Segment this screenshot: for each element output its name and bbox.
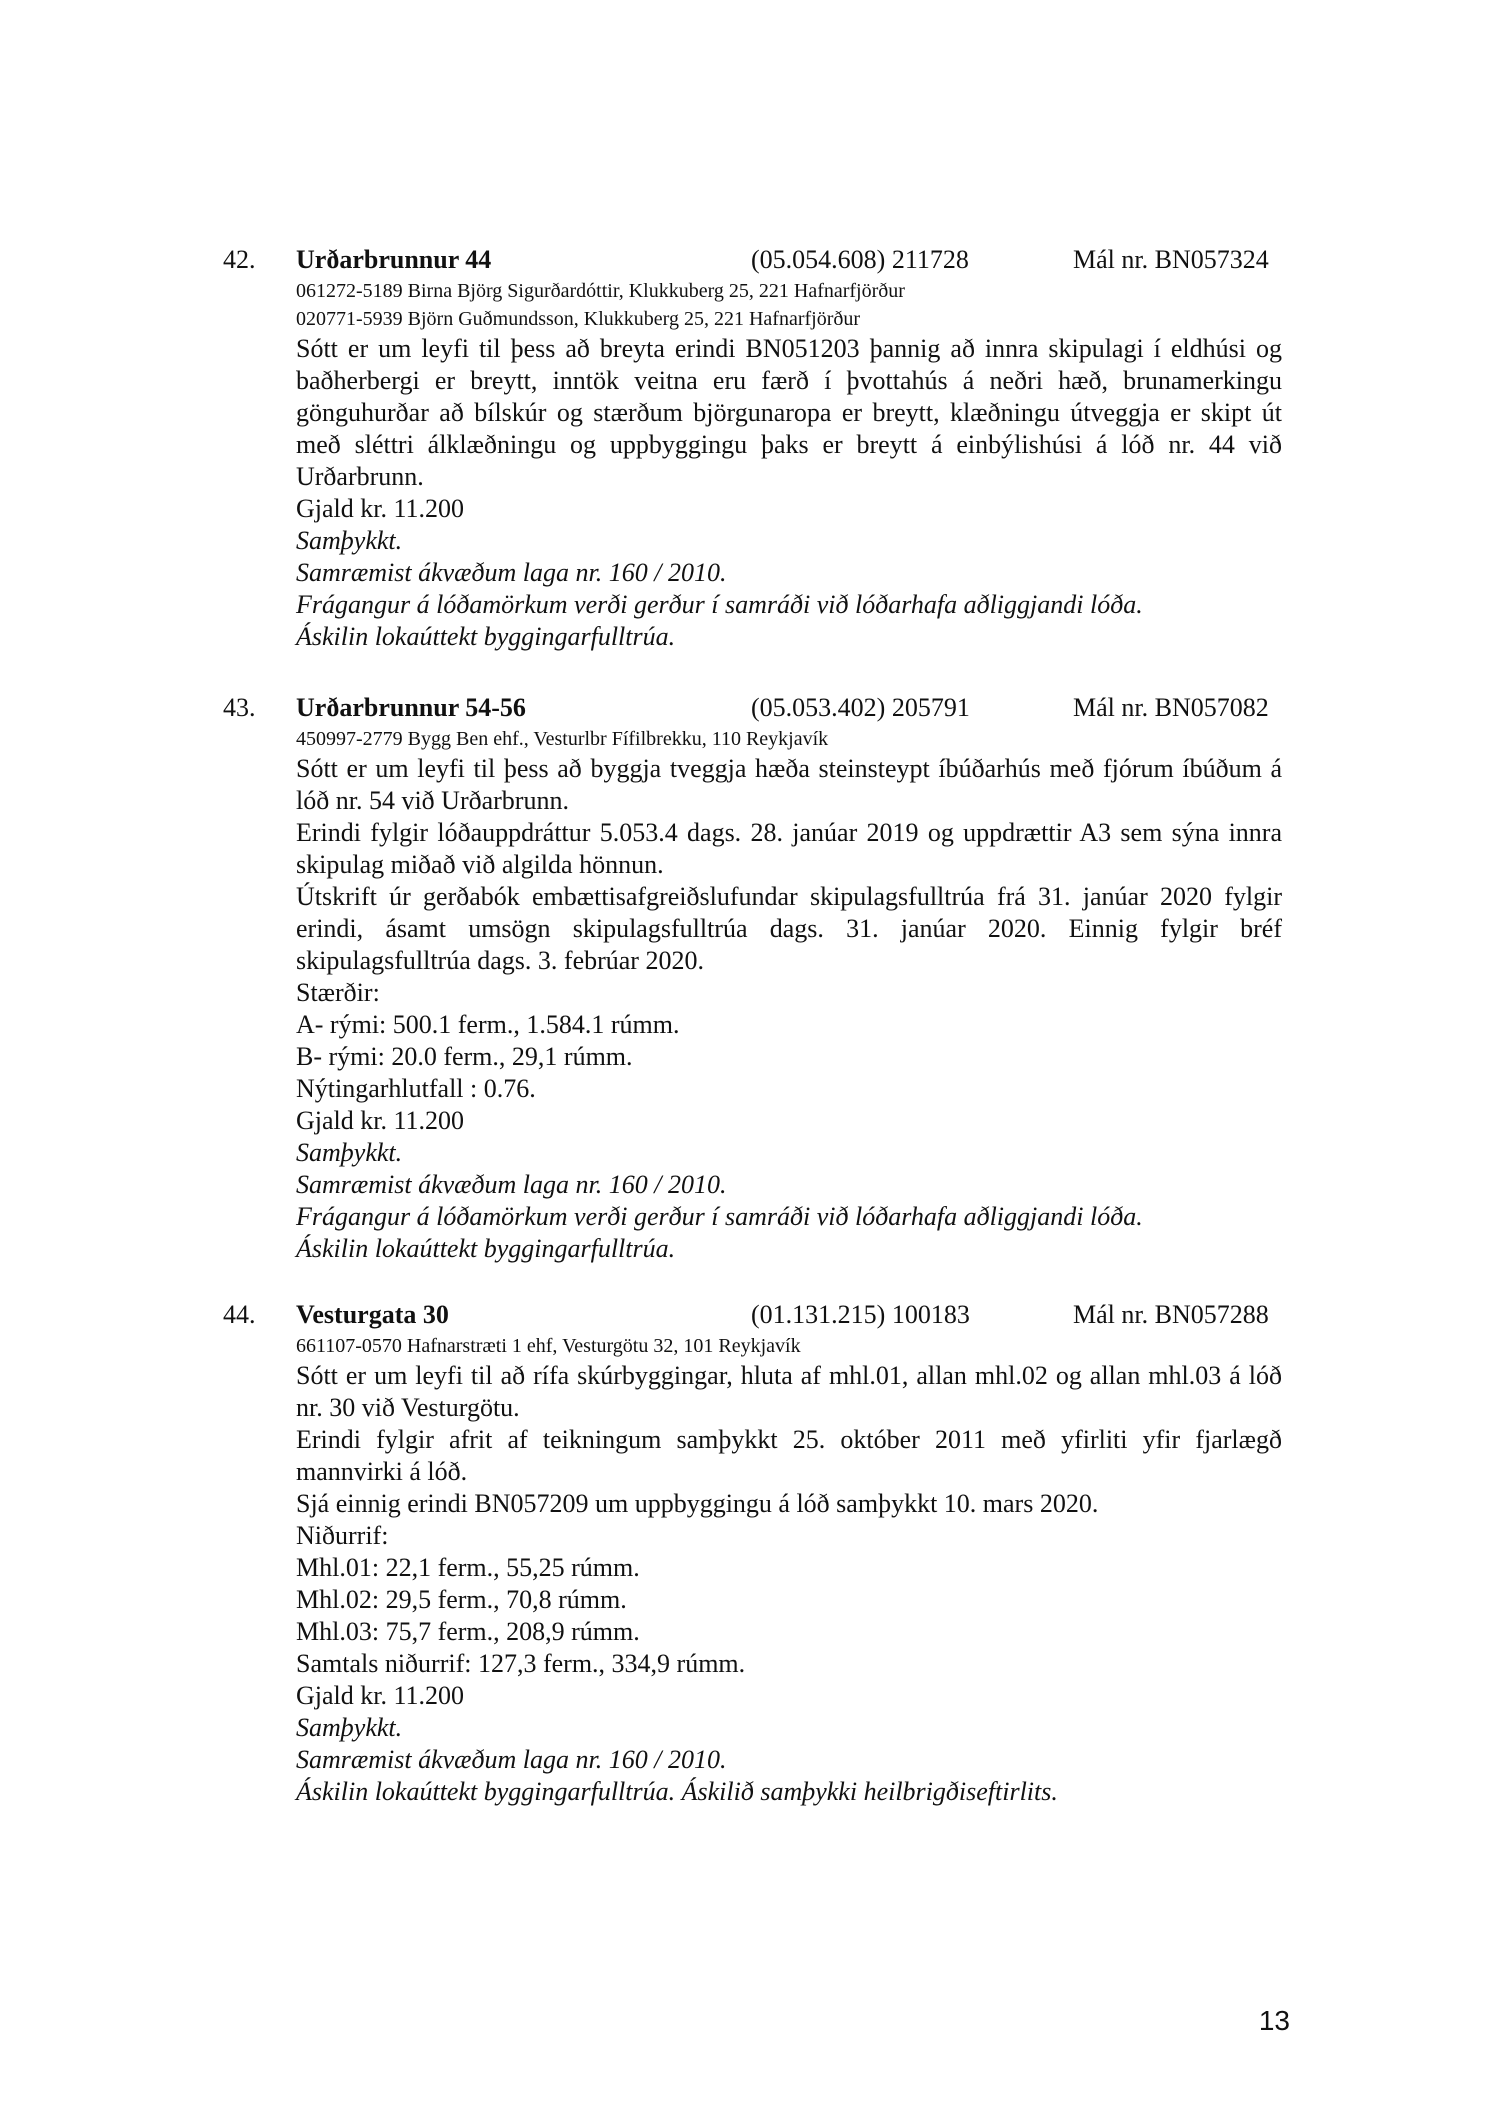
- detail-line: Samtals niðurrif: 127,3 ferm., 334,9 rúmm.: [296, 1649, 746, 1678]
- item-land-reference: (01.131.215) 100183: [751, 1300, 970, 1329]
- decision-line: Samþykkt.: [296, 526, 403, 555]
- decision-line: Samræmist ákvæðum laga nr. 160 / 2010.: [296, 1745, 727, 1774]
- item-title: Urðarbrunnur 54-56: [296, 693, 526, 722]
- detail-line: Sjá einnig erindi BN057209 um uppbyggingu á lóð samþykkt 10. mars 2020.: [296, 1489, 1099, 1518]
- description-paragraph: Erindi fylgir afrit af teikningum samþykkt 25. október 2011 með yfirliti yfir fjarlægð mannvirki á lóð.: [296, 1425, 1282, 1486]
- page-number: 13: [1258, 2005, 1290, 2036]
- item-number: 42.: [223, 245, 256, 274]
- applicant-line: 661107-0570 Hafnarstræti 1 ehf, Vesturgötu 32, 101 Reykjavík: [296, 1335, 801, 1357]
- agenda-item-44: [223, 1298, 1283, 1808]
- item-body: [296, 277, 1282, 653]
- agenda-item-43: [223, 691, 1283, 1265]
- decision-line: Samræmist ákvæðum laga nr. 160 / 2010.: [296, 1170, 727, 1199]
- item-land-reference: (05.054.608) 211728: [751, 245, 969, 274]
- description-paragraph: Sótt er um leyfi til þess að byggja tveggja hæða steinsteypt íbúðarhús með fjórum íbúðum á lóð nr. 54 við Urðarbrunn.: [296, 754, 1282, 815]
- decision-line: Frágangur á lóðamörkum verði gerður í samráði við lóðarhafa aðliggjandi lóða.: [296, 1202, 1143, 1231]
- description-paragraph: Útskrift úr gerðabók embættisafgreiðslufundar skipulagsfulltrúa frá 31. janúar 2020 fylgir erindi, ásamt umsögn skipulagsfulltrúa dags. 31. janúar 2020. Einnig fylgir bréf skipulagsfulltrúa dags. 3. febrúar 2020.: [296, 882, 1282, 975]
- detail-line: Stærðir:: [296, 978, 380, 1007]
- decision-line: Frágangur á lóðamörkum verði gerður í samráði við lóðarhafa aðliggjandi lóða.: [296, 590, 1143, 619]
- applicant-line: 450997-2779 Bygg Ben ehf., Vesturlbr Fífilbrekku, 110 Reykjavík: [296, 728, 829, 750]
- item-case-number: Mál nr. BN057324: [1073, 245, 1269, 274]
- decision-line: Samræmist ákvæðum laga nr. 160 / 2010.: [296, 558, 727, 587]
- detail-line: Nýtingarhlutfall : 0.76.: [296, 1074, 536, 1103]
- decision-line: Samþykkt.: [296, 1138, 403, 1167]
- item-number: 44.: [223, 1300, 256, 1329]
- description-paragraph: Erindi fylgir lóðauppdráttur 5.053.4 dags. 28. janúar 2019 og uppdrættir A3 sem sýna innra skipulag miðað við algilda hönnun.: [296, 818, 1282, 879]
- item-header: [223, 1298, 1283, 1332]
- detail-line: Niðurrif:: [296, 1521, 389, 1550]
- detail-line: Mhl.03: 75,7 ferm., 208,9 rúmm.: [296, 1617, 640, 1646]
- applicant-line: 061272-5189 Birna Björg Sigurðardóttir, Klukkuberg 25, 221 Hafnarfjörður: [296, 280, 905, 302]
- description-paragraph: Sótt er um leyfi til að rífa skúrbyggingar, hluta af mhl.01, allan mhl.02 og allan mhl.03 á lóð nr. 30 við Vesturgötu.: [296, 1361, 1282, 1422]
- decision-line: Áskilin lokaúttekt byggingarfulltrúa.: [296, 1234, 676, 1263]
- decision-line: Áskilin lokaúttekt byggingarfulltrúa.: [296, 622, 676, 651]
- item-case-number: Mál nr. BN057288: [1073, 1300, 1269, 1329]
- decision-line: Samþykkt.: [296, 1713, 403, 1742]
- item-title: Vesturgata 30: [296, 1300, 449, 1329]
- item-number: 43.: [223, 693, 256, 722]
- item-body: [296, 725, 1282, 1265]
- detail-line: Mhl.01: 22,1 ferm., 55,25 rúmm.: [296, 1553, 640, 1582]
- detail-line: B- rými: 20.0 ferm., 29,1 rúmm.: [296, 1042, 633, 1071]
- applicant-line: 020771-5939 Björn Guðmundsson, Klukkuberg 25, 221 Hafnarfjörður: [296, 308, 861, 330]
- item-header: [223, 691, 1283, 725]
- detail-line: A- rými: 500.1 ferm., 1.584.1 rúmm.: [296, 1010, 680, 1039]
- decision-line: Áskilin lokaúttekt byggingarfulltrúa. Áskilið samþykki heilbrigðiseftirlits.: [296, 1777, 1058, 1806]
- fee-line: Gjald kr. 11.200: [296, 494, 465, 523]
- fee-line: Gjald kr. 11.200: [296, 1681, 465, 1710]
- item-body: [296, 1332, 1282, 1808]
- item-land-reference: (05.053.402) 205791: [751, 693, 970, 722]
- item-header: [223, 243, 1283, 277]
- item-case-number: Mál nr. BN057082: [1073, 693, 1269, 722]
- detail-line: Mhl.02: 29,5 ferm., 70,8 rúmm.: [296, 1585, 627, 1614]
- description-paragraph: Sótt er um leyfi til þess að breyta erindi BN051203 þannig að innra skipulagi í eldhúsi og baðherbergi er breytt, inntök veitna eru færð í þvottahús á neðri hæð, brunamerkingu gönguhurðar að bílskúr og stærðum björgunaropa er breytt, klæðningu útveggja er skipt út með sléttri álklæðningu og uppbyggingu þaks er breytt á einbýlishúsi á lóð nr. 44 við Urðarbrunn.: [296, 334, 1282, 491]
- item-title: Urðarbrunnur 44: [296, 245, 492, 274]
- agenda-item-42: [223, 243, 1283, 653]
- fee-line: Gjald kr. 11.200: [296, 1106, 465, 1135]
